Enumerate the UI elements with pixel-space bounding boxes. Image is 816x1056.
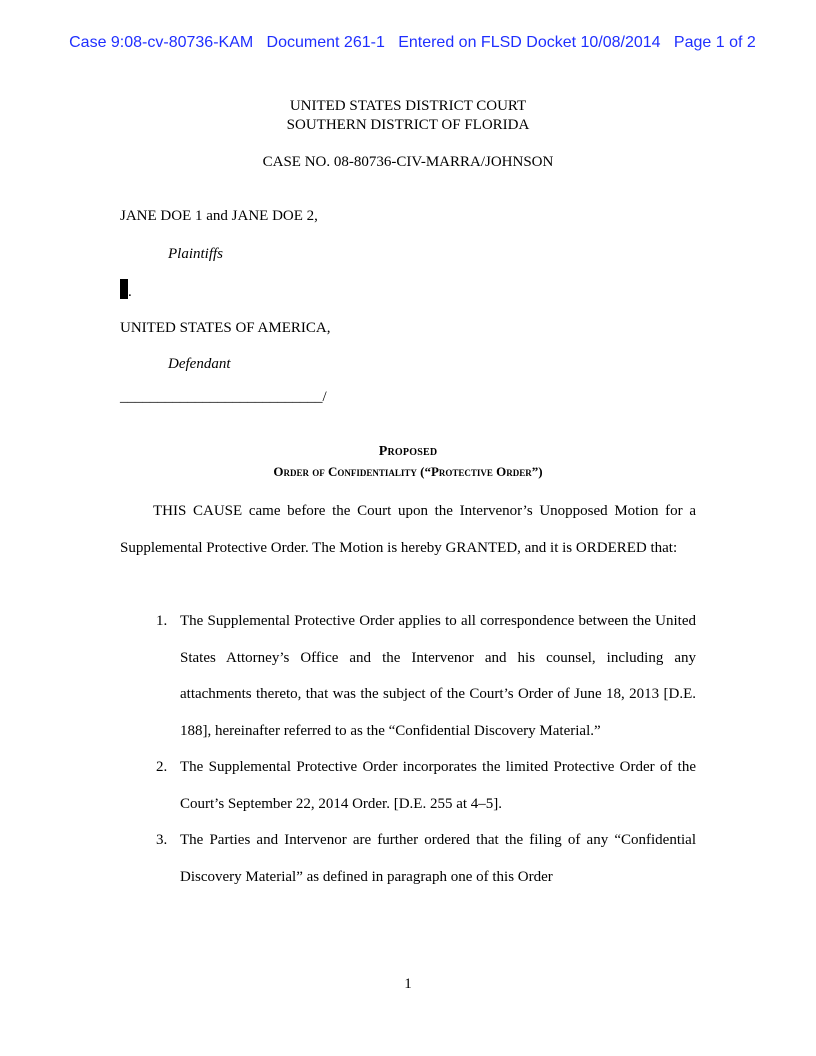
list-item-number: 1. — [156, 613, 168, 629]
case-number: CASE NO. 08-80736-CIV-MARRA/JOHNSON — [262, 154, 554, 170]
defendant-name: UNITED STATES OF AMERICA, — [120, 320, 331, 336]
caption-signature-line: ___________________________/ — [120, 389, 327, 405]
versus-marker: . — [128, 284, 132, 300]
document-title-text: Proposed — [378, 444, 438, 459]
docket-document-number: Document 261-1 — [266, 34, 385, 51]
document-subtitle: Order of Confidentiality (“Protective Order”) — [273, 464, 543, 479]
order-list — [150, 603, 696, 895]
docket-page-count: Page 1 of 2 — [673, 34, 756, 51]
list-item-text: The Supplemental Protective Order incorporates the limited Protective Order of the Court’s September 22, 2014 Order. [D.E. 255 at 4–5]. — [180, 759, 696, 812]
plaintiffs-names: JANE DOE 1 and JANE DOE 2, — [120, 208, 318, 224]
list-item-text: The Parties and Intervenor are further ordered that the filing of any “Confidential Discovery Material” as defined in paragraph one of this Order — [180, 832, 696, 885]
docket-case-number: Case 9:08-cv-80736-KAM — [69, 34, 254, 51]
defendant-label: Defendant — [168, 356, 231, 372]
list-item — [150, 749, 696, 822]
court-name: UNITED STATES DISTRICT COURT — [289, 98, 527, 114]
docket-stamp-header — [0, 16, 816, 52]
list-item-number: 3. — [156, 832, 168, 848]
list-item-text: The Supplemental Protective Order applies to all correspondence between the United States Attorney’s Office and the Intervenor and his counsel, including any attachments thereto, that was the subject of the Court’s Order of June 18, 2013 [D.E. 188], hereinafter referred to as the “Confidential Discovery Material.” — [180, 613, 696, 739]
redaction-block — [120, 279, 128, 299]
page-number: 1 — [404, 976, 412, 992]
document-title — [0, 443, 816, 461]
list-item — [150, 603, 696, 749]
intro-paragraph: THIS CAUSE came before the Court upon the Intervenor’s Unopposed Motion for a Supplemental Protective Order. The Motion is hereby GRANTED, and it is ORDERED that: — [120, 503, 696, 556]
docket-entered-date: Entered on FLSD Docket 10/08/2014 — [398, 34, 661, 51]
list-item — [150, 822, 696, 895]
court-district: SOUTHERN DISTRICT OF FLORIDA — [286, 117, 530, 133]
plaintiffs-label: Plaintiffs — [168, 246, 224, 262]
list-item-number: 2. — [156, 759, 168, 775]
